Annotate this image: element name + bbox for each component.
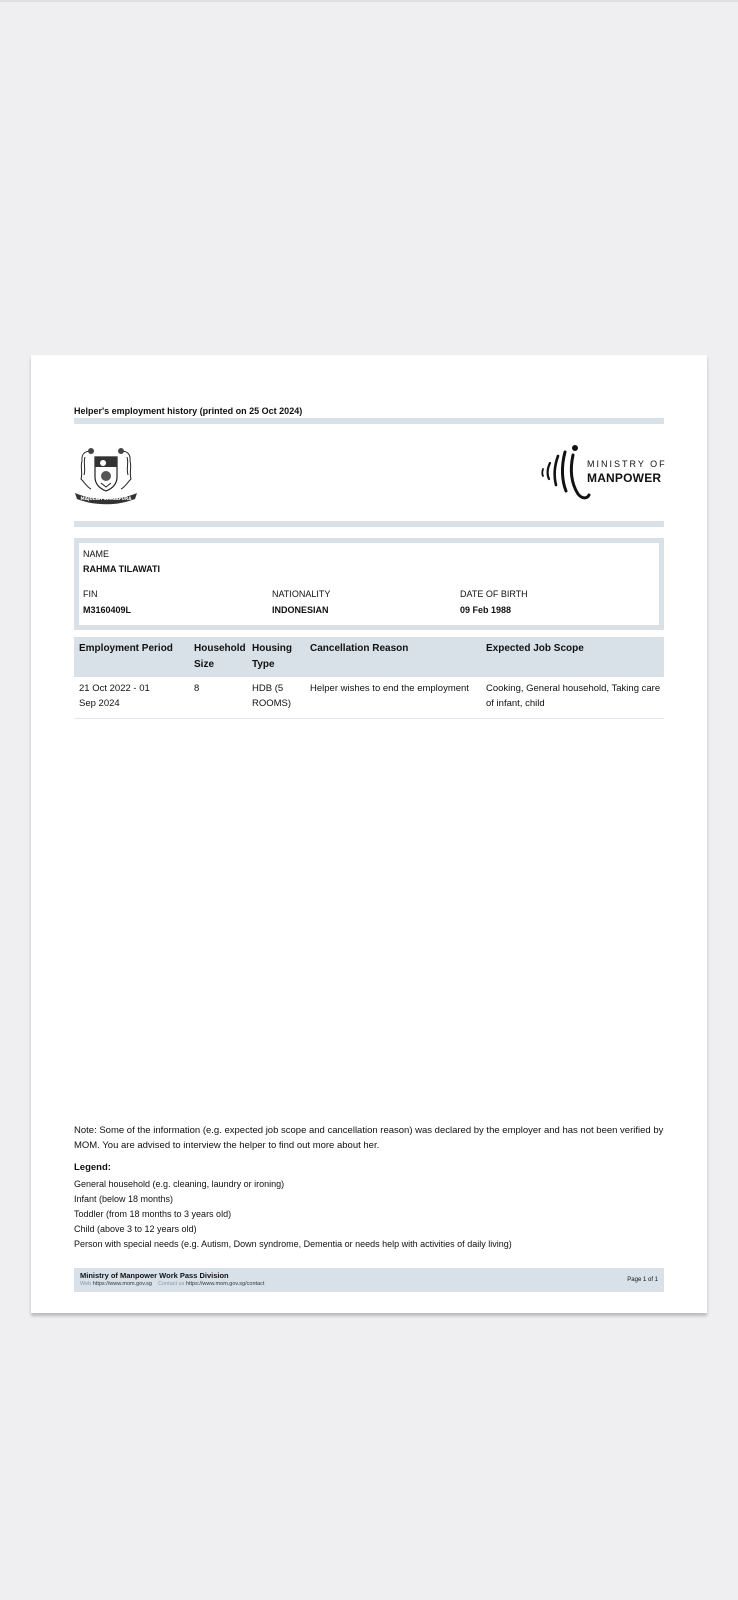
contact-url-link[interactable]: https://www.mom.gov.sg/contact [185,1281,265,1287]
footer-title: Ministry of Manpower Work Pass Division [80,1271,229,1280]
page-number: Page 1 of 1 [627,1277,658,1283]
web-url-link[interactable]: https://www.mom.gov.sg [92,1281,152,1287]
title-divider-bar [74,418,664,424]
helper-info-box [74,538,664,630]
fin-value: M3160409L [83,605,132,615]
header-expected-job-scope: Expected Job Scope [486,643,584,654]
dob-value: 09 Feb 1988 [460,605,512,615]
legend-item: Person with special needs (e.g. Autism, Down syndrome, Dementia or needs help with activities of daily living) [74,1239,512,1249]
singapore-crest-icon [73,443,139,505]
cell-employment-period: 21 Oct 2022 - 01 Sep 2024 [79,683,150,709]
header-employment-period: Employment Period [79,643,173,654]
cell-housing-type: HDB (5 ROOMS) [252,683,292,709]
dob-label: DATE OF BIRTH [460,589,528,599]
legend-list [74,1177,512,1252]
crest-motto: MAJULAH SINGAPURA [80,496,132,501]
header-cancellation-reason: Cancellation Reason [310,643,409,654]
header-household-size: Household Size [194,643,246,670]
row-divider [74,718,664,719]
cell-expected-job-scope: Cooking, General household, Taking care of infant, child [486,683,661,709]
cell-cancellation-reason: Helper wishes to end the employment [310,683,469,694]
contact-label: Contact us [158,1281,185,1287]
legend-title: Legend: [74,1162,111,1173]
legend-item: Child (above 3 to 12 years old) [74,1224,197,1234]
logo-text-manpower: MANPOWER [587,471,662,485]
top-divider [0,0,738,2]
document-page [31,355,707,1313]
web-label: Web [80,1281,92,1287]
header-housing-type: Housing Type [252,643,292,670]
document-title: Helper's employment history (printed on 25 Oct 2024) [74,406,303,416]
footer-links [80,1281,264,1287]
legend-item: Toddler (from 18 months to 3 years old) [74,1209,232,1219]
disclaimer-note: Note: Some of the information (e.g. expected job scope and cancellation reason) was declared by the employer and has not been verified by MOM. You are advised to interview the helper to find out more about her. [74,1125,664,1151]
fin-label: FIN [83,589,98,599]
nationality-value: INDONESIAN [272,605,329,615]
employment-table-header [74,637,664,677]
helper-name: RAHMA TILAWATI [83,564,160,574]
name-label: NAME [83,549,110,559]
document-footer [74,1268,664,1292]
legend-item: Infant (below 18 months) [74,1194,174,1204]
header-divider-bar [74,521,664,527]
nationality-label: NATIONALITY [272,589,331,599]
logo-text-ministry: MINISTRY OF [587,459,667,469]
legend-item: General household (e.g. cleaning, laundry or ironing) [74,1179,285,1189]
cell-household-size: 8 [194,683,200,694]
